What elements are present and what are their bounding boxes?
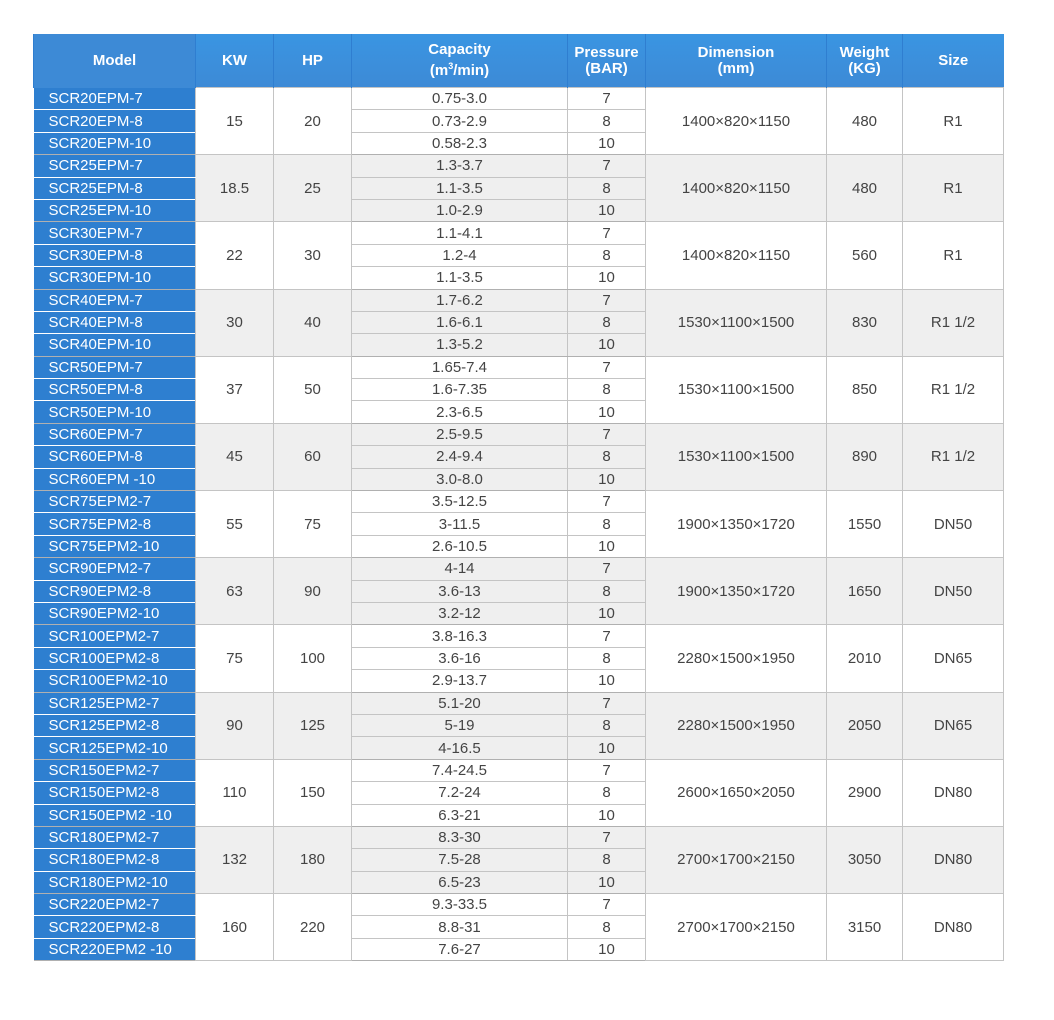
pressure-cell: 7 (568, 491, 646, 513)
dimension-cell: 1530×1100×1500 (646, 423, 827, 490)
table-row (34, 558, 1004, 580)
size-cell: DN65 (903, 692, 1004, 759)
model-cell: SCR50EPM-7 (34, 356, 196, 378)
table-row (34, 356, 1004, 378)
capacity-cell: 3.6-16 (352, 647, 568, 669)
pressure-cell: 7 (568, 692, 646, 714)
pressure-cell: 10 (568, 535, 646, 557)
table-row (34, 222, 1004, 244)
capacity-cell: 8.8-31 (352, 916, 568, 938)
model-cell: SCR125EPM2-8 (34, 714, 196, 736)
model-cell: SCR180EPM2-8 (34, 849, 196, 871)
weight-cell: 480 (827, 88, 903, 155)
capacity-cell: 2.6-10.5 (352, 535, 568, 557)
model-cell: SCR90EPM2-7 (34, 558, 196, 580)
capacity-cell: 0.75-3.0 (352, 88, 568, 110)
header-row (34, 34, 1004, 88)
kw-cell: 18.5 (196, 155, 274, 222)
pressure-cell: 8 (568, 244, 646, 266)
pressure-cell: 8 (568, 177, 646, 199)
table-row (34, 88, 1004, 110)
capacity-cell: 1.3-5.2 (352, 334, 568, 356)
hp-cell: 150 (274, 759, 352, 826)
model-cell: SCR60EPM -10 (34, 468, 196, 490)
pressure-cell: 10 (568, 602, 646, 624)
weight-cell: 2900 (827, 759, 903, 826)
capacity-cell: 6.3-21 (352, 804, 568, 826)
size-cell: DN50 (903, 558, 1004, 625)
model-cell: SCR20EPM-7 (34, 88, 196, 110)
header-capacity: Capacity $(m^3/\min)$ (352, 34, 568, 88)
table-row (34, 692, 1004, 714)
model-cell: SCR125EPM2-7 (34, 692, 196, 714)
table-row (34, 826, 1004, 848)
capacity-cell: 1.1-3.5 (352, 177, 568, 199)
model-cell: SCR150EPM2 -10 (34, 804, 196, 826)
header-weight: Weight (KG) (827, 34, 903, 88)
capacity-cell: 1.1-3.5 (352, 267, 568, 289)
model-cell: SCR75EPM2-7 (34, 491, 196, 513)
dimension-cell: 1400×820×1150 (646, 155, 827, 222)
pressure-cell: 7 (568, 88, 646, 110)
capacity-cell: 1.0-2.9 (352, 199, 568, 221)
pressure-cell: 7 (568, 222, 646, 244)
model-cell: SCR20EPM-8 (34, 110, 196, 132)
hp-cell: 90 (274, 558, 352, 625)
kw-cell: 110 (196, 759, 274, 826)
dimension-cell: 2700×1700×2150 (646, 826, 827, 893)
hp-cell: 20 (274, 88, 352, 155)
spec-table (33, 34, 1004, 961)
model-cell: SCR50EPM-10 (34, 401, 196, 423)
hp-cell: 40 (274, 289, 352, 356)
size-cell: DN65 (903, 625, 1004, 692)
weight-cell: 2010 (827, 625, 903, 692)
capacity-cell: 0.58-2.3 (352, 132, 568, 154)
capacity-cell: 2.9-13.7 (352, 670, 568, 692)
pressure-cell: 8 (568, 714, 646, 736)
table-row (34, 289, 1004, 311)
weight-cell: 3050 (827, 826, 903, 893)
header-kw: KW (196, 34, 274, 88)
capacity-cell: 0.73-2.9 (352, 110, 568, 132)
spec-table-body (34, 88, 1004, 961)
pressure-cell: 8 (568, 849, 646, 871)
pressure-cell: 8 (568, 782, 646, 804)
capacity-cell: 3-11.5 (352, 513, 568, 535)
model-cell: SCR220EPM2 -10 (34, 938, 196, 960)
capacity-cell: 7.6-27 (352, 938, 568, 960)
pressure-cell: 7 (568, 625, 646, 647)
model-cell: SCR40EPM-10 (34, 334, 196, 356)
kw-cell: 55 (196, 491, 274, 558)
capacity-cell: 4-14 (352, 558, 568, 580)
model-cell: SCR90EPM2-8 (34, 580, 196, 602)
capacity-cell: 1.7-6.2 (352, 289, 568, 311)
table-row (34, 155, 1004, 177)
capacity-cell: 1.6-7.35 (352, 379, 568, 401)
pressure-cell: 10 (568, 938, 646, 960)
pressure-cell: 8 (568, 916, 646, 938)
model-cell: SCR60EPM-7 (34, 423, 196, 445)
capacity-cell: 7.5-28 (352, 849, 568, 871)
pressure-cell: 8 (568, 647, 646, 669)
size-cell: R1 1/2 (903, 356, 1004, 423)
pressure-cell: 7 (568, 423, 646, 445)
kw-cell: 132 (196, 826, 274, 893)
pressure-cell: 10 (568, 334, 646, 356)
pressure-cell: 10 (568, 737, 646, 759)
capacity-cell: 3.5-12.5 (352, 491, 568, 513)
size-cell: DN80 (903, 759, 1004, 826)
dimension-cell: 2700×1700×2150 (646, 894, 827, 961)
pressure-cell: 8 (568, 379, 646, 401)
hp-cell: 100 (274, 625, 352, 692)
pressure-cell: 8 (568, 110, 646, 132)
dimension-cell: 1530×1100×1500 (646, 356, 827, 423)
pressure-cell: 10 (568, 401, 646, 423)
hp-cell: 75 (274, 491, 352, 558)
capacity-cell: 3.6-13 (352, 580, 568, 602)
model-cell: SCR100EPM2-8 (34, 647, 196, 669)
pressure-cell: 10 (568, 804, 646, 826)
table-row (34, 423, 1004, 445)
pressure-cell: 10 (568, 132, 646, 154)
capacity-cell: 1.6-6.1 (352, 311, 568, 333)
table-row (34, 491, 1004, 513)
header-pressure: Pressure (BAR) (568, 34, 646, 88)
model-cell: SCR150EPM2-7 (34, 759, 196, 781)
size-cell: R1 (903, 222, 1004, 289)
pressure-cell: 10 (568, 199, 646, 221)
size-cell: R1 (903, 155, 1004, 222)
model-cell: SCR40EPM-7 (34, 289, 196, 311)
hp-cell: 180 (274, 826, 352, 893)
table-row (34, 625, 1004, 647)
model-cell: SCR100EPM2-7 (34, 625, 196, 647)
header-model: Model (34, 34, 196, 88)
pressure-cell: 7 (568, 356, 646, 378)
capacity-cell: 2.3-6.5 (352, 401, 568, 423)
pressure-cell: 7 (568, 155, 646, 177)
kw-cell: 160 (196, 894, 274, 961)
pressure-cell: 8 (568, 446, 646, 468)
dimension-cell: 1900×1350×1720 (646, 491, 827, 558)
table-row (34, 759, 1004, 781)
pressure-cell: 8 (568, 513, 646, 535)
hp-cell: 125 (274, 692, 352, 759)
capacity-cell: 5-19 (352, 714, 568, 736)
size-cell: R1 1/2 (903, 423, 1004, 490)
pressure-cell: 7 (568, 826, 646, 848)
dimension-cell: 1900×1350×1720 (646, 558, 827, 625)
model-cell: SCR75EPM2-10 (34, 535, 196, 557)
hp-cell: 220 (274, 894, 352, 961)
capacity-cell: 8.3-30 (352, 826, 568, 848)
capacity-cell: 3.2-12 (352, 602, 568, 624)
table-row (34, 894, 1004, 916)
pressure-cell: 10 (568, 468, 646, 490)
size-cell: R1 (903, 88, 1004, 155)
size-cell: DN50 (903, 491, 1004, 558)
capacity-cell: 2.5-9.5 (352, 423, 568, 445)
weight-cell: 890 (827, 423, 903, 490)
weight-cell: 1550 (827, 491, 903, 558)
model-cell: SCR90EPM2-10 (34, 602, 196, 624)
model-cell: SCR25EPM-8 (34, 177, 196, 199)
model-cell: SCR150EPM2-8 (34, 782, 196, 804)
capacity-cell: 7.4-24.5 (352, 759, 568, 781)
pressure-cell: 7 (568, 289, 646, 311)
model-cell: SCR180EPM2-10 (34, 871, 196, 893)
capacity-cell: 5.1-20 (352, 692, 568, 714)
model-cell: SCR50EPM-8 (34, 379, 196, 401)
size-cell: R1 1/2 (903, 289, 1004, 356)
dimension-cell: 1400×820×1150 (646, 222, 827, 289)
header-dimension: Dimension (mm) (646, 34, 827, 88)
model-cell: SCR30EPM-10 (34, 267, 196, 289)
hp-cell: 30 (274, 222, 352, 289)
weight-cell: 560 (827, 222, 903, 289)
header-size: Size (903, 34, 1004, 88)
kw-cell: 75 (196, 625, 274, 692)
hp-cell: 60 (274, 423, 352, 490)
weight-cell: 850 (827, 356, 903, 423)
hp-cell: 50 (274, 356, 352, 423)
model-cell: SCR220EPM2-8 (34, 916, 196, 938)
capacity-cell: 1.3-3.7 (352, 155, 568, 177)
header-hp: HP (274, 34, 352, 88)
capacity-cell: 1.2-4 (352, 244, 568, 266)
kw-cell: 15 (196, 88, 274, 155)
capacity-cell: 7.2-24 (352, 782, 568, 804)
capacity-cell: 6.5-23 (352, 871, 568, 893)
weight-cell: 480 (827, 155, 903, 222)
capacity-cell: 2.4-9.4 (352, 446, 568, 468)
weight-cell: 2050 (827, 692, 903, 759)
model-cell: SCR40EPM-8 (34, 311, 196, 333)
weight-cell: 830 (827, 289, 903, 356)
dimension-cell: 2600×1650×2050 (646, 759, 827, 826)
size-cell: DN80 (903, 826, 1004, 893)
weight-cell: 3150 (827, 894, 903, 961)
model-cell: SCR25EPM-7 (34, 155, 196, 177)
model-cell: SCR25EPM-10 (34, 199, 196, 221)
kw-cell: 37 (196, 356, 274, 423)
model-cell: SCR30EPM-8 (34, 244, 196, 266)
model-cell: SCR180EPM2-7 (34, 826, 196, 848)
pressure-cell: 10 (568, 670, 646, 692)
pressure-cell: 10 (568, 267, 646, 289)
model-cell: SCR220EPM2-7 (34, 894, 196, 916)
kw-cell: 63 (196, 558, 274, 625)
pressure-cell: 8 (568, 311, 646, 333)
capacity-cell: 1.65-7.4 (352, 356, 568, 378)
kw-cell: 90 (196, 692, 274, 759)
weight-cell: 1650 (827, 558, 903, 625)
dimension-cell: 1530×1100×1500 (646, 289, 827, 356)
capacity-cell: 1.1-4.1 (352, 222, 568, 244)
dimension-cell: 2280×1500×1950 (646, 692, 827, 759)
pressure-cell: 7 (568, 558, 646, 580)
pressure-cell: 10 (568, 871, 646, 893)
dimension-cell: 1400×820×1150 (646, 88, 827, 155)
model-cell: SCR20EPM-10 (34, 132, 196, 154)
model-cell: SCR100EPM2-10 (34, 670, 196, 692)
pressure-cell: 8 (568, 580, 646, 602)
capacity-cell: 9.3-33.5 (352, 894, 568, 916)
pressure-cell: 7 (568, 894, 646, 916)
kw-cell: 45 (196, 423, 274, 490)
size-cell: DN80 (903, 894, 1004, 961)
kw-cell: 30 (196, 289, 274, 356)
model-cell: SCR60EPM-8 (34, 446, 196, 468)
dimension-cell: 2280×1500×1950 (646, 625, 827, 692)
kw-cell: 22 (196, 222, 274, 289)
model-cell: SCR30EPM-7 (34, 222, 196, 244)
model-cell: SCR75EPM2-8 (34, 513, 196, 535)
capacity-cell: 3.8-16.3 (352, 625, 568, 647)
model-cell: SCR125EPM2-10 (34, 737, 196, 759)
capacity-cell: 4-16.5 (352, 737, 568, 759)
hp-cell: 25 (274, 155, 352, 222)
capacity-cell: 3.0-8.0 (352, 468, 568, 490)
pressure-cell: 7 (568, 759, 646, 781)
